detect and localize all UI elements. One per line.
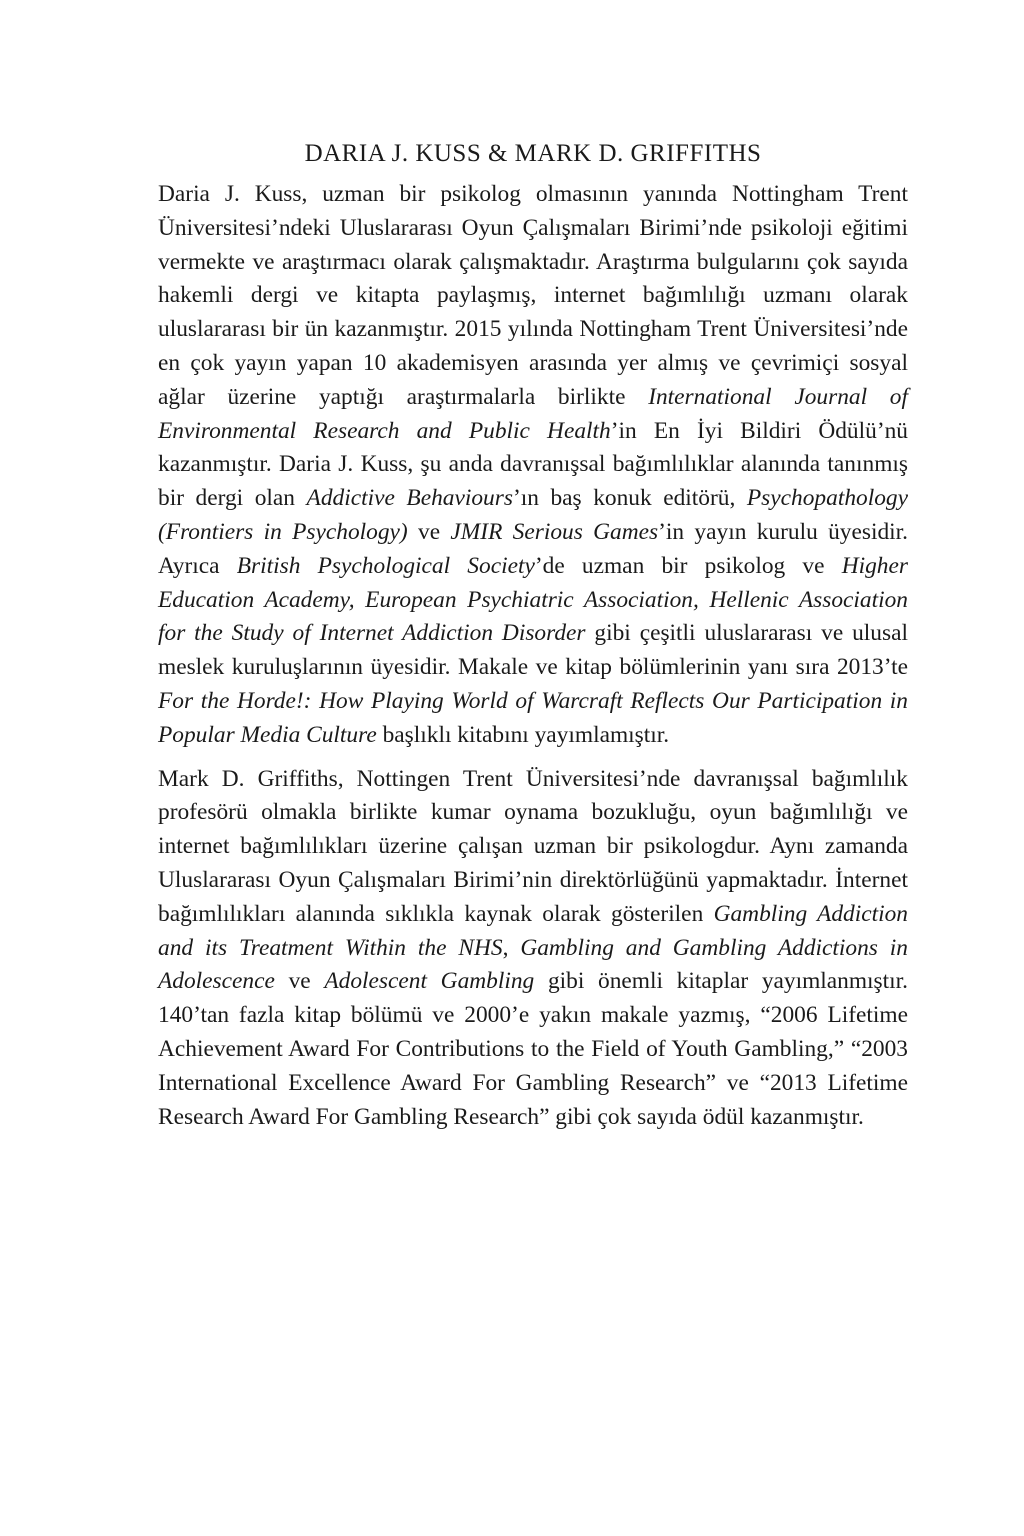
- bio-kuss-text-5: ’in yayın kurulu üyesidir. Ayrıca: [158, 518, 908, 579]
- page-heading: DARIA J. KUSS & MARK D. GRIFFITHS: [304, 140, 762, 167]
- bio-kuss-journal-jmir: JMIR Serious Games: [450, 518, 659, 545]
- bio-kuss-text-2: ’in En İyi Bildiri Ödülü’nü kazanmıştır. Daria J. Kuss, şu anda davranışsal bağımlılıklar alanında tanınmış bir dergi olan: [158, 417, 908, 512]
- bio-griffiths-text-2: ,: [502, 934, 521, 961]
- bio-kuss-journal-psychopathology: Psychopathology (Frontiers in Psychology): [158, 485, 908, 545]
- bio-kuss-associations: Higher Education Academy, European Psychiatric Association, Hellenic Association for the Study of Internet Addiction Disorder: [158, 552, 908, 647]
- bio-griffiths-book-3: Adolescent Gambling: [324, 968, 535, 995]
- bio-kuss-journal-addictive: Addictive Behaviours: [306, 485, 513, 512]
- bio-paragraph-kuss: [158, 178, 908, 753]
- bio-kuss-text-1: Daria J. Kuss, uzman bir psikolog olmasının yanında Nottingham Trent Üniversitesi’ndeki Uluslararası Oyun Çalışmaları Birimi’nde psikoloji eğitimi vermekte ve araştırmacı olarak çalışmaktadır. Araştırma bulgularını çok sayıda hakemli dergi ve kitapta paylaşmış, internet bağımlılığı uzmanı olarak uluslararası bir ün kazanmıştır. 2015 yılında Nottingham Trent Üniversitesi’nde en çok yayın yapan 10 akademisyen arasında yer almış ve çevrimiçi sosyal ağlar üzerine yaptığı araştırmalarla birlikte: [158, 181, 908, 410]
- bio-paragraph-griffiths: [158, 763, 908, 1135]
- bio-kuss-text-3: ’ın baş konuk editörü,: [512, 485, 747, 512]
- bio-kuss-text-4: ve: [407, 518, 451, 545]
- bio-kuss-text-6: ’de uzman bir psikolog ve: [534, 552, 842, 579]
- bio-kuss-society: British Psychological Society: [236, 552, 535, 579]
- author-bios: [158, 178, 908, 1144]
- bio-kuss-book-title: For the Horde!: How Playing World of Warcraft Reflects Our Participation in Popular Media Culture: [158, 687, 908, 748]
- bio-griffiths-text-1: Mark D. Griffiths, Nottingen Trent Üniversitesi’nde davranışsal bağımlılık profesörü olmakla birlikte kumar oynama bozukluğu, oyun bağımlılığı ve internet bağımlılıkları üzerine çalışan uzman bir psikologdur. Aynı zamanda Uluslararası Oyun Çalışmaları Birimi’nin direktörlüğünü yapmaktadır. İnternet bağımlılıkları alanında sıklıkla kaynak olarak gösterilen: [158, 765, 908, 927]
- bio-griffiths-book-1: Gambling Addiction and its Treatment Within the NHS: [158, 900, 909, 961]
- bio-kuss-text-8: başlıklı kitabını yayımlamıştır.: [376, 721, 670, 748]
- bio-kuss-text-7: gibi çeşitli uluslararası ve ulusal meslek kuruluşlarının üyesidir. Makale ve kitap bölümlerinin yanı sıra 2013’te: [158, 620, 908, 681]
- bio-griffiths-text-4: gibi önemli kitaplar yayımlanmıştır. 140’tan fazla kitap bölümü ve 2000’e yakın makale yazmış, “2006 Lifetime Achievement Award For Contributions to the Field of Youth Gambling,” “2003 International Excellence Award For Gambling Research” ve “2013 Lifetime Research Award For Gambling Research” gibi çok sayıda ödül kazanmıştır.: [158, 968, 908, 1130]
- bio-kuss-journal-title: International Journal of Environmental Research and Public Health: [158, 383, 908, 444]
- bio-griffiths-text-3: ve: [274, 968, 325, 995]
- bio-griffiths-book-2: Gambling and Gambling Addictions in Adolescence: [158, 934, 908, 995]
